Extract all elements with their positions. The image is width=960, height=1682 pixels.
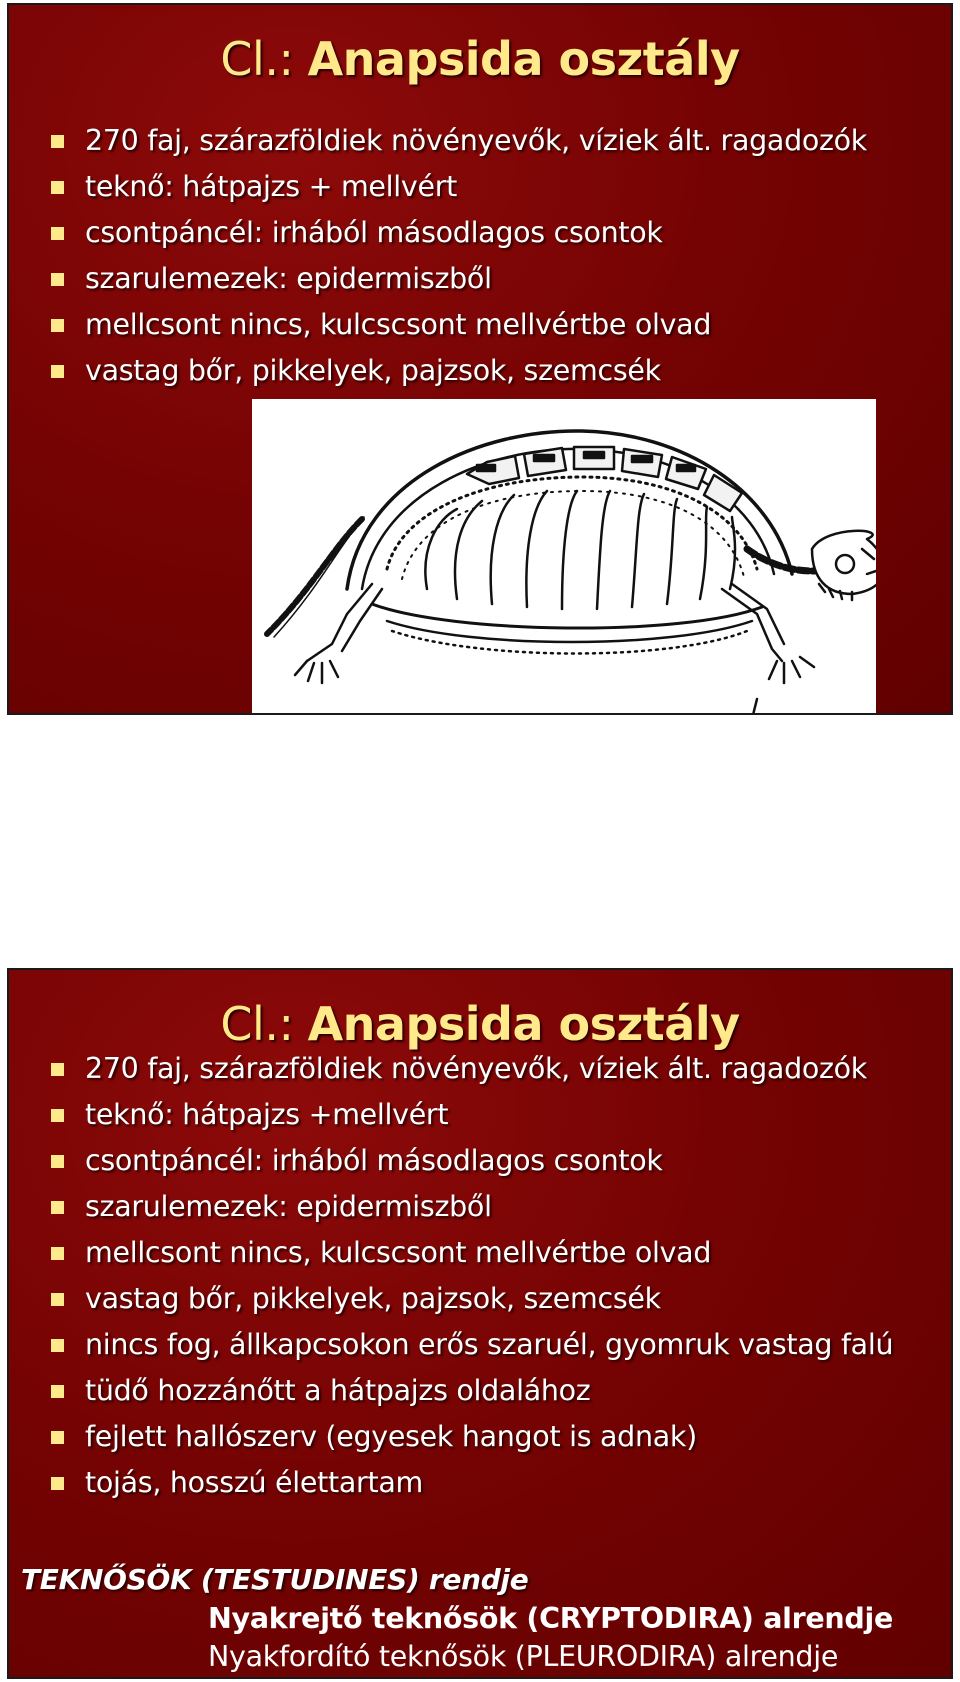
slide-2-title	[9, 996, 951, 1052]
square-bullet-icon	[51, 1063, 64, 1076]
bullet-item	[45, 1230, 941, 1276]
bullet-text: szarulemezek: epidermiszből	[85, 1190, 492, 1223]
square-bullet-icon	[51, 365, 64, 378]
square-bullet-icon	[51, 319, 64, 332]
square-bullet-icon	[51, 1109, 64, 1122]
square-bullet-icon	[51, 1385, 64, 1398]
square-bullet-icon	[51, 181, 64, 194]
square-bullet-icon	[51, 227, 64, 240]
bullet-text: nincs fog, állkapcsokon erős szaruél, gyomruk vastag falú	[85, 1328, 894, 1361]
slide-2-bullet-list	[45, 1046, 941, 1506]
turtle-skeleton-drawing	[252, 399, 876, 715]
square-bullet-icon	[51, 1155, 64, 1168]
bullet-text: tüdő hozzánőtt a hátpajzs oldalához	[85, 1374, 591, 1407]
bullet-item	[45, 1414, 941, 1460]
bullet-item	[45, 164, 941, 210]
slide-1	[7, 3, 953, 715]
bullet-item	[45, 118, 941, 164]
slide-1-title	[9, 31, 951, 87]
bullet-text: mellcsont nincs, kulcscsont mellvértbe olvad	[85, 308, 712, 341]
bullet-text: vastag bőr, pikkelyek, pajzsok, szemcsék	[85, 354, 661, 387]
bullet-text: 270 faj, szárazföldiek növényevők, víziek ált. ragadozók	[85, 1052, 867, 1085]
slide-1-title-prefix: Cl.:	[220, 32, 294, 86]
bullet-item	[45, 302, 941, 348]
bullet-item	[45, 1276, 941, 1322]
bullet-item	[45, 348, 941, 394]
square-bullet-icon	[51, 1247, 64, 1260]
bullet-item	[45, 1046, 941, 1092]
slide-2-title-main: Anapsida osztály	[307, 997, 740, 1051]
bullet-item	[45, 1460, 941, 1506]
bullet-text: 270 faj, szárazföldiek növényevők, víziek ált. ragadozók	[85, 124, 867, 157]
bullet-text: mellcsont nincs, kulcscsont mellvértbe olvad	[85, 1236, 712, 1269]
bullet-text: fejlett hallószerv (egyesek hangot is adnak)	[85, 1420, 697, 1453]
square-bullet-icon	[51, 1477, 64, 1490]
square-bullet-icon	[51, 1201, 64, 1214]
bullet-item	[45, 256, 941, 302]
bullet-text: vastag bőr, pikkelyek, pajzsok, szemcsék	[85, 1282, 661, 1315]
bullet-text: teknő: hátpajzs +mellvért	[85, 1098, 449, 1131]
bullet-item	[45, 1092, 941, 1138]
square-bullet-icon	[51, 1339, 64, 1352]
order-heading: TEKNŐSÖK (TESTUDINES) rendje	[21, 1563, 529, 1596]
bullet-text: szarulemezek: epidermiszből	[85, 262, 492, 295]
square-bullet-icon	[51, 1293, 64, 1306]
slide-2	[7, 968, 953, 1679]
square-bullet-icon	[51, 1431, 64, 1444]
bullet-text: teknő: hátpajzs + mellvért	[85, 170, 457, 203]
slide-1-title-main: Anapsida osztály	[307, 32, 740, 86]
bullet-item	[45, 210, 941, 256]
bullet-item	[45, 1368, 941, 1414]
square-bullet-icon	[51, 273, 64, 286]
suborder-pleurodira: Nyakfordító teknősök (PLEURODIRA) alrendje	[208, 1640, 839, 1673]
bullet-item	[45, 1184, 941, 1230]
bullet-text: tojás, hosszú élettartam	[85, 1466, 423, 1499]
bullet-text: csontpáncél: irhából másodlagos csontok	[85, 216, 663, 249]
turtle-skeleton-illustration	[252, 399, 876, 715]
slide-2-title-prefix: Cl.:	[220, 997, 294, 1051]
bullet-text: csontpáncél: irhából másodlagos csontok	[85, 1144, 663, 1177]
suborder-cryptodira: Nyakrejtő teknősök (CRYPTODIRA) alrendje	[208, 1602, 893, 1635]
square-bullet-icon	[51, 135, 64, 148]
bullet-item	[45, 1322, 941, 1368]
bullet-item	[45, 1138, 941, 1184]
slide-1-bullet-list	[45, 118, 941, 394]
